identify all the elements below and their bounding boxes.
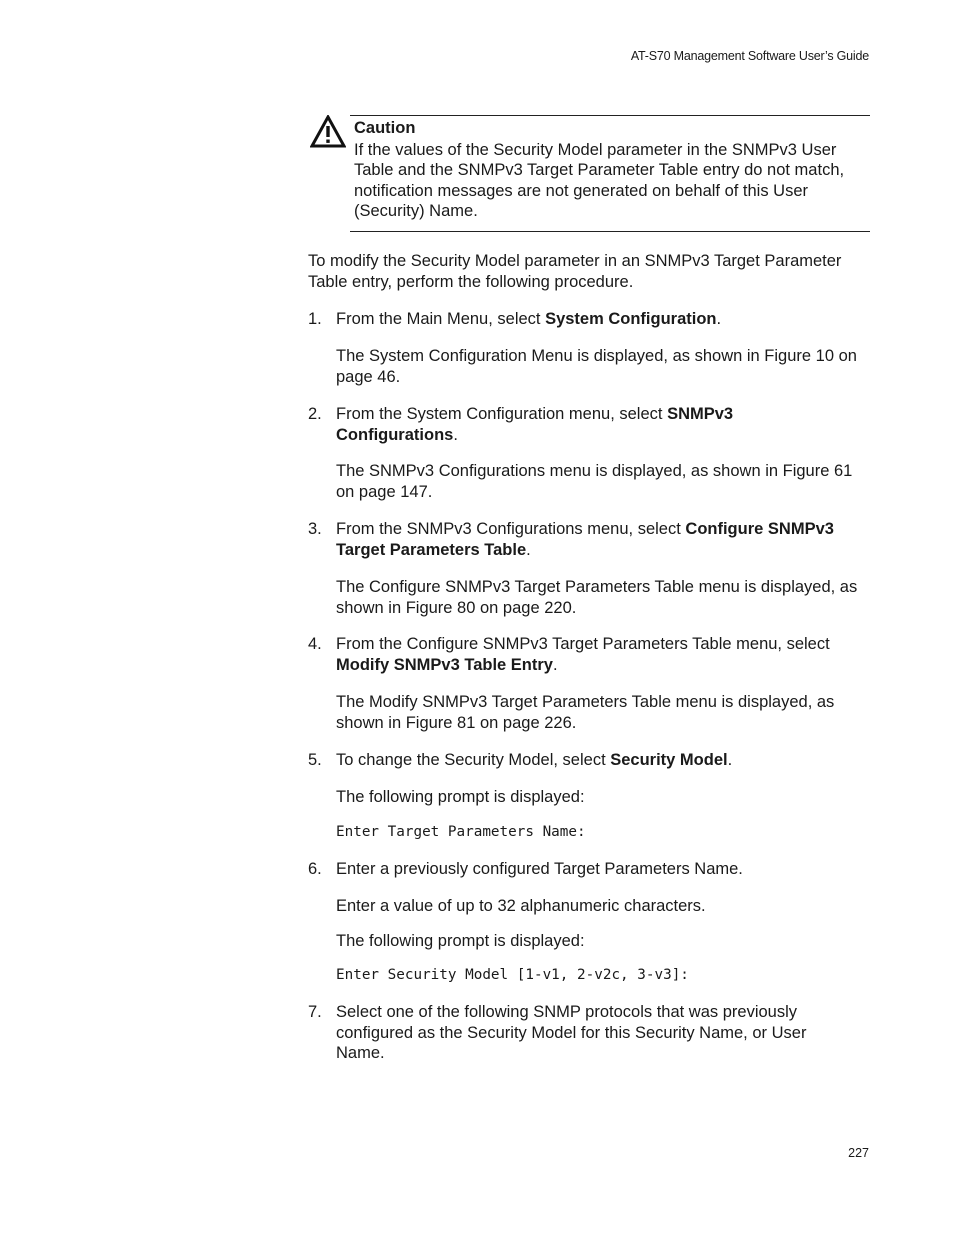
step-number: 1. xyxy=(308,310,322,328)
step-number: 6. xyxy=(308,860,322,878)
caution-bottom-rule xyxy=(350,231,870,232)
step-7-text: Select one of the following SNMP protocols that was previously configured as the Security Model for this Security Name, or User Name. xyxy=(336,1003,807,1062)
running-header: AT-S70 Management Software User’s Guide xyxy=(630,49,869,63)
warning-icon xyxy=(310,115,346,149)
code-prompt: Enter Security Model [1-v1, 2-v2c, 3-v3]: xyxy=(336,967,689,983)
step-5-text: To change the Security Model, select Security Model. xyxy=(336,751,733,769)
step-6-note: Enter a value of up to 32 alphanumeric characters. xyxy=(336,897,706,915)
caution-body: If the values of the Security Model parameter in the SNMPv3 User Table and the SNMPv3 Target Parameter Table entry do not match, notification messages are not generated on behalf of this User (Security) Name. xyxy=(354,141,845,220)
step-number: 7. xyxy=(308,1003,322,1021)
step-6-text: Enter a previously configured Target Parameters Name. xyxy=(336,860,743,878)
step-number: 3. xyxy=(308,520,322,538)
step-3-text: From the SNMPv3 Configurations menu, select Configure SNMPv3 Target Parameters Table. xyxy=(336,520,834,559)
step-4-text: From the Configure SNMPv3 Target Parameters Table menu, select Modify SNMPv3 Table Entry. xyxy=(336,635,830,674)
step-1-note: The System Configuration Menu is displayed, as shown in Figure 10 on page 46. xyxy=(336,347,857,386)
code-prompt: Enter Target Parameters Name: xyxy=(336,824,586,840)
step-2-note: The SNMPv3 Configurations menu is displayed, as shown in Figure 61 on page 147. xyxy=(336,462,853,501)
page-number: 227 xyxy=(848,1146,869,1160)
intro-paragraph: To modify the Security Model parameter in an SNMPv3 Target Parameter Table entry, perform the following procedure. xyxy=(308,252,842,291)
step-4-note: The Modify SNMPv3 Target Parameters Table menu is displayed, as shown in Figure 81 on page 226. xyxy=(336,693,835,732)
step-6-note: The following prompt is displayed: xyxy=(336,932,585,950)
caution-top-rule xyxy=(350,115,870,116)
caution-box xyxy=(308,115,870,232)
step-2-text: From the System Configuration menu, select SNMPv3 Configurations. xyxy=(336,405,734,444)
step-3-note: The Configure SNMPv3 Target Parameters Table menu is displayed, as shown in Figure 80 on page 220. xyxy=(336,578,858,617)
step-number: 4. xyxy=(308,635,322,653)
caution-title: Caution xyxy=(354,119,416,137)
step-5-note: The following prompt is displayed: xyxy=(336,788,585,806)
step-1-text: From the Main Menu, select System Configuration. xyxy=(336,310,722,328)
step-number: 2. xyxy=(308,405,322,423)
step-number: 5. xyxy=(308,751,322,769)
